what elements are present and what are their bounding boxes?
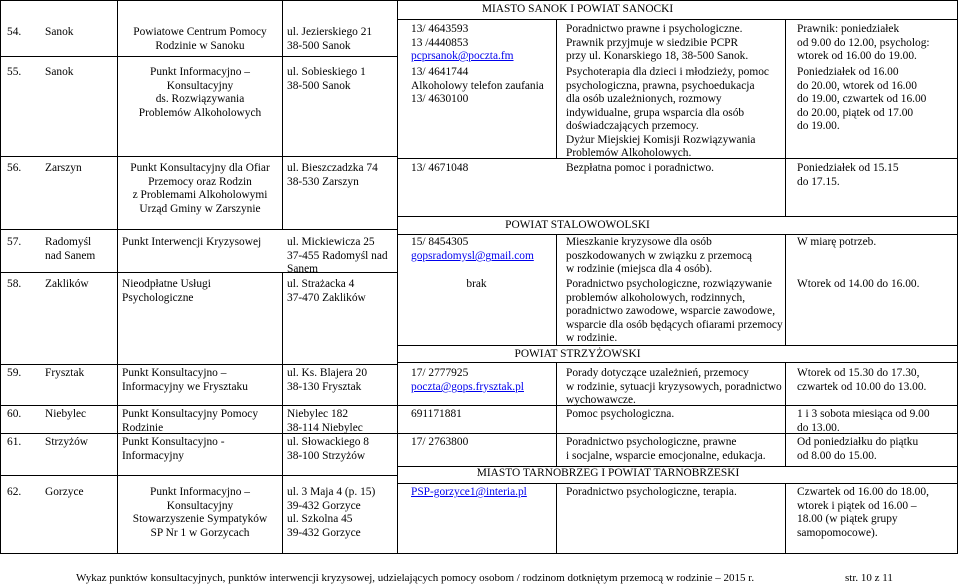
row-hours: Od poniedziałku do piątku od 8.00 do 15.00. xyxy=(797,436,919,462)
row-city: Sanok xyxy=(45,26,74,38)
row-number: 56. xyxy=(7,162,22,174)
row-scope: Poradnictwo psychologiczne, terapia. xyxy=(566,486,737,498)
row-city: Zarszyn xyxy=(45,162,82,174)
row-email-link[interactable]: poczta@gops.frysztak.pl xyxy=(411,381,524,393)
row-phone: brak xyxy=(466,278,487,290)
row-address: ul. Strażacka 4 37-470 Zaklików xyxy=(287,278,366,304)
row-email-link[interactable]: PSP-gorzyce1@interia.pl xyxy=(411,486,527,498)
row-institution: Punkt Konsultacyjny Pomocy Rodzinie xyxy=(122,408,259,434)
row-hours: Poniedziałek od 15.15 do 17.15. xyxy=(797,162,899,188)
row-hours: Prawnik: poniedziałek od 9.00 do 12.00, psycholog: wtorek od 16.00 do 19.00. xyxy=(797,23,930,62)
row-phone: 13/ 4643593 13 /4440853 xyxy=(411,23,469,49)
row-city: Niebylec xyxy=(45,408,87,420)
row-address: ul. Słowackiego 8 38-100 Strzyżów xyxy=(287,436,369,462)
row-institution: Punkt Konsultacyjno – Informacyjny we Frysztaku xyxy=(122,367,248,393)
section-header-strzyzow: POWIAT STRZYŻOWSKI xyxy=(514,348,641,360)
row-phone: 13/ 4641744 Alkoholowy telefon zaufania 13/ 4630100 xyxy=(411,66,544,105)
section-header-stalowa-wola: POWIAT STALOWOWOLSKI xyxy=(505,219,650,231)
row-number: 60. xyxy=(7,408,22,420)
row-city: Sanok xyxy=(45,66,74,78)
row-scope: Porady dotyczące uzależnień, przemocy w rodzinie, sytuacji kryzysowych, poradnictwo wychowawcze. xyxy=(566,367,782,406)
page-number: str. 10 z 11 xyxy=(845,572,893,584)
row-scope: Bezpłatna pomoc i poradnictwo. xyxy=(566,162,715,174)
section-header-tarnobrzeg: MIASTO TARNOBRZEG I POWIAT TARNOBRZESKI xyxy=(476,467,740,479)
row-scope: Poradnictwo prawne i psychologiczne. Prawnik przyjmuje w siedzibie PCPR przy ul. Konarskiego 18, 38-500 Sanok. xyxy=(566,23,749,62)
row-address: ul. Jezierskiego 21 38-500 Sanok xyxy=(287,26,373,52)
row-number: 54. xyxy=(7,26,22,38)
row-number: 62. xyxy=(7,486,22,498)
row-hours: Wtorek od 14.00 do 16.00. xyxy=(797,278,920,290)
row-hours: 1 i 3 sobota miesiąca od 9.00 do 13.00. xyxy=(797,408,930,434)
row-number: 55. xyxy=(7,66,22,78)
row-number: 61. xyxy=(7,436,22,448)
row-phone: 17/ 2777925 xyxy=(411,367,469,379)
row-address: ul. 3 Maja 4 (p. 15) 39-432 Gorzyce ul. Szkolna 45 39-432 Gorzyce xyxy=(287,486,376,539)
row-city: Strzyżów xyxy=(45,436,89,448)
section-header-sanok: MIASTO SANOK I POWIAT SANOCKI xyxy=(481,3,674,15)
row-institution: Punkt Konsultacyjno - Informacyjny xyxy=(122,436,225,462)
row-scope: Psychoterapia dla dzieci i młodzieży, pomoc psychologiczna, prawna, psychoedukacja dla osób uzależnionych, rozmowy indywidualne, grupa wsparcia dla osób doświadczających przemocy. Dyżur Miejskiej Komisji Rozwiązywania Problemów Alkoholowych. xyxy=(566,66,769,159)
row-institution: Punkt Interwencji Kryzysowej xyxy=(122,236,262,248)
row-hours: Czwartek od 16.00 do 18.00, wtorek i piątek od 16.00 – 18.00 (w piątek grupy samopomocowe). xyxy=(797,486,929,539)
row-city: Radomyśl nad Sanem xyxy=(45,236,96,262)
row-institution: Powiatowe Centrum Pomocy Rodzinie w Sanoku xyxy=(133,26,267,52)
row-institution: Punkt Informacyjno – Konsultacyjny ds. Rozwiązywania Problemów Alkoholowych xyxy=(138,66,262,119)
row-phone: 15/ 8454305 xyxy=(411,236,469,248)
row-number: 59. xyxy=(7,367,22,379)
row-hours: Wtorek od 15.30 do 17.30, czwartek od 10.00 do 13.00. xyxy=(797,367,927,393)
footer-text: Wykaz punktów konsultacyjnych, punktów interwencji kryzysowej, udzielających pomocy osobom / rodzinom dotkniętym przemocą w rodzinie – 2015 r. xyxy=(76,572,755,584)
row-address: ul. Bieszczadzka 74 38-530 Zarszyn xyxy=(287,162,378,188)
row-hours: Poniedziałek od 16.00 do 20.00, wtorek od 16.00 do 19.00, czwartek od 16.00 do 20.00, piątek od 17.00 do 19.00. xyxy=(797,66,927,132)
row-scope: Pomoc psychologiczna. xyxy=(566,408,675,420)
row-institution: Nieodpłatne Usługi Psychologiczne xyxy=(122,278,211,304)
row-number: 58. xyxy=(7,278,22,290)
row-phone: 17/ 2763800 xyxy=(411,436,469,448)
row-scope: Poradnictwo psychologiczne, prawne i socjalne, wsparcie emocjonalne, edukacja. xyxy=(566,436,766,462)
row-address: Niebylec 182 38-114 Niebylec xyxy=(287,408,363,434)
row-scope: Mieszkanie kryzysowe dla osób poszkodowanych w związku z przemocą w rodzinie (miejsca dla 4 osób). xyxy=(566,236,752,275)
row-city: Zaklików xyxy=(45,278,89,290)
row-city: Gorzyce xyxy=(45,486,84,498)
row-institution: Punkt Konsultacyjny dla Ofiar Przemocy oraz Rodzin z Problemami Alkoholowymi Urząd Gminy w Zarszynie xyxy=(130,162,270,215)
row-institution: Punkt Informacyjno – Konsultacyjny Stowarzyszenie Sympatyków SP Nr 1 w Gorzycach xyxy=(132,486,268,539)
row-hours: W miarę potrzeb. xyxy=(797,236,877,248)
row-phone: 691171881 xyxy=(411,408,462,420)
row-email-link[interactable]: gopsradomysl@gmail.com xyxy=(411,250,534,262)
row-city: Frysztak xyxy=(45,367,85,379)
row-address: ul. Mickiewicza 25 37-455 Radomyśl nad Sanem xyxy=(287,236,388,275)
row-phone: 13/ 4671048 xyxy=(411,162,469,174)
row-email-link[interactable]: pcprsanok@poczta.fm xyxy=(411,50,514,62)
row-address: ul. Ks. Blajera 20 38-130 Frysztak xyxy=(287,367,368,393)
row-number: 57. xyxy=(7,236,22,248)
row-address: ul. Sobieskiego 1 38-500 Sanok xyxy=(287,66,366,92)
row-scope: Poradnictwo psychologiczne, rozwiązywanie problemów alkoholowych, rodzinnych, poradnictwo zawodowe, wsparcie zawodowe, wsparcie dla osób będących ofiarami przemocy w rodzinie. xyxy=(566,278,783,344)
